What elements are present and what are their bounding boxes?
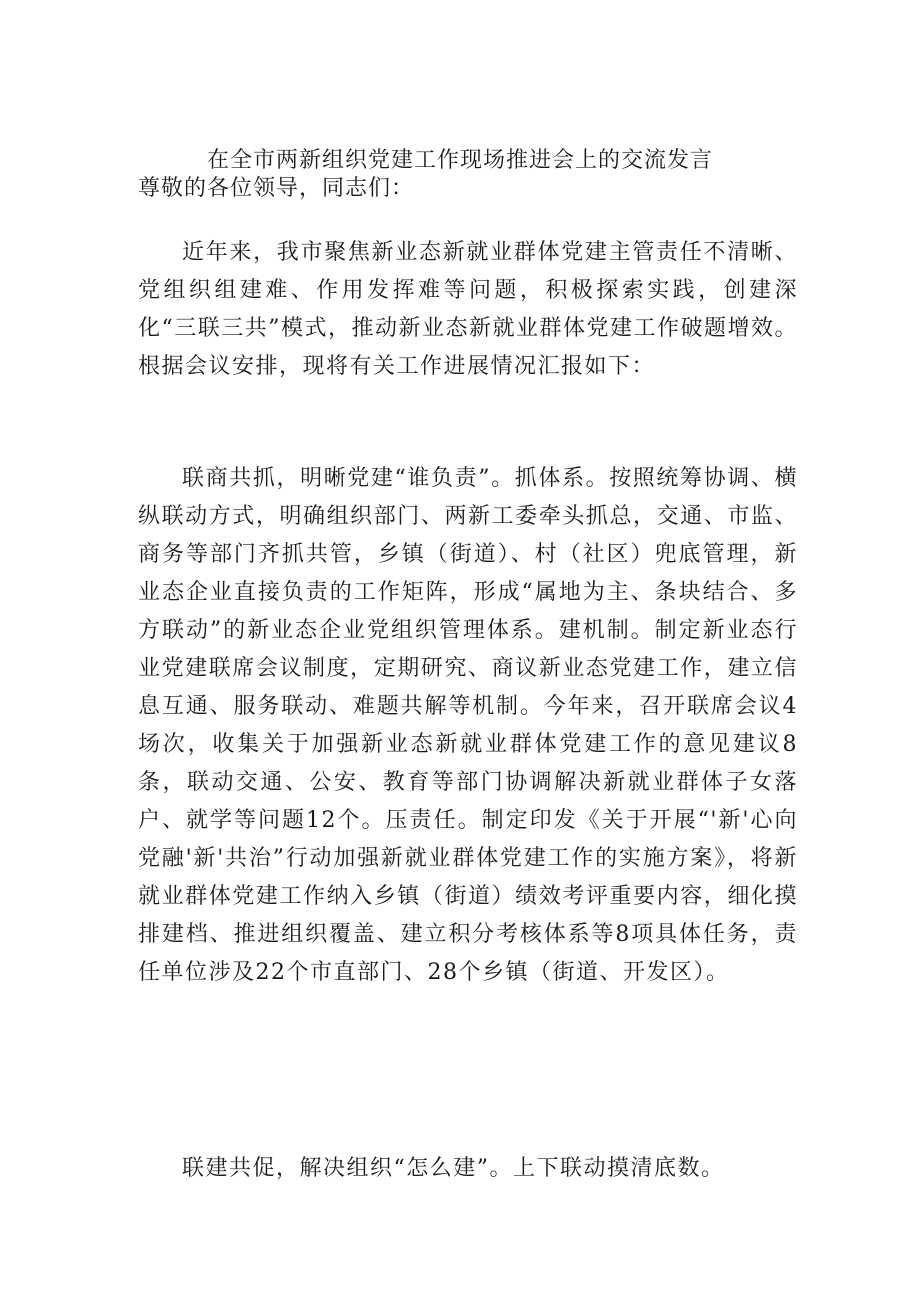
paragraph-lianjian-gongcu: 联建共促，解决组织“怎么建”。上下联动摸清底数。: [182, 1156, 725, 1181]
paragraph-intro: 近年来，我市聚焦新业态新就业群体党建主管责任不清晰、党组织组建难、作用发挥难等问题，积极探索实践，创建深化“三联三共”模式，推动新业态新就业群体党建工作破题增效。根据会议安排，现将有关工作进展情况汇报如下：: [138, 240, 798, 379]
salutation: 尊敬的各位领导，同志们：: [138, 176, 415, 201]
paragraph-lianshang-gongzhua: 联商共抓，明晰党建“谁负责”。抓体系。按照统筹协调、横纵联动方式，明确组织部门、两新工委牵头抓总，交通、市监、商务等部门齐抓共管，乡镇（街道）、村（社区）兜底管理，新业态企业直接负责的工作矩阵，形成“属地为主、条块结合、多方联动”的新业态企业党组织管理体系。建机制。制定新业态行业党建联席会议制度，定期研究、商议新业态党建工作，建立信息互通、服务联动、难题共解等机制。今年来，召开联席会议4场次，收集关于加强新业态新就业群体党建工作的意见建议8条，联动交通、公安、教育等部门协调解决新就业群体子女落户、就学等问题12个。压责任。制定印发《关于开展“'新'心向党融'新'共治”行动加强新就业群体党建工作的实施方案》，将新就业群体党建工作纳入乡镇（街道）绩效考评重要内容，细化摸排建档、推进组织覆盖、建立积分考核体系等8项具体任务，责任单位涉及22个市直部门、28个乡镇（街道、开发区）。: [138, 466, 798, 985]
document-title: 在全市两新组织党建工作现场推进会上的交流发言: [206, 148, 713, 173]
